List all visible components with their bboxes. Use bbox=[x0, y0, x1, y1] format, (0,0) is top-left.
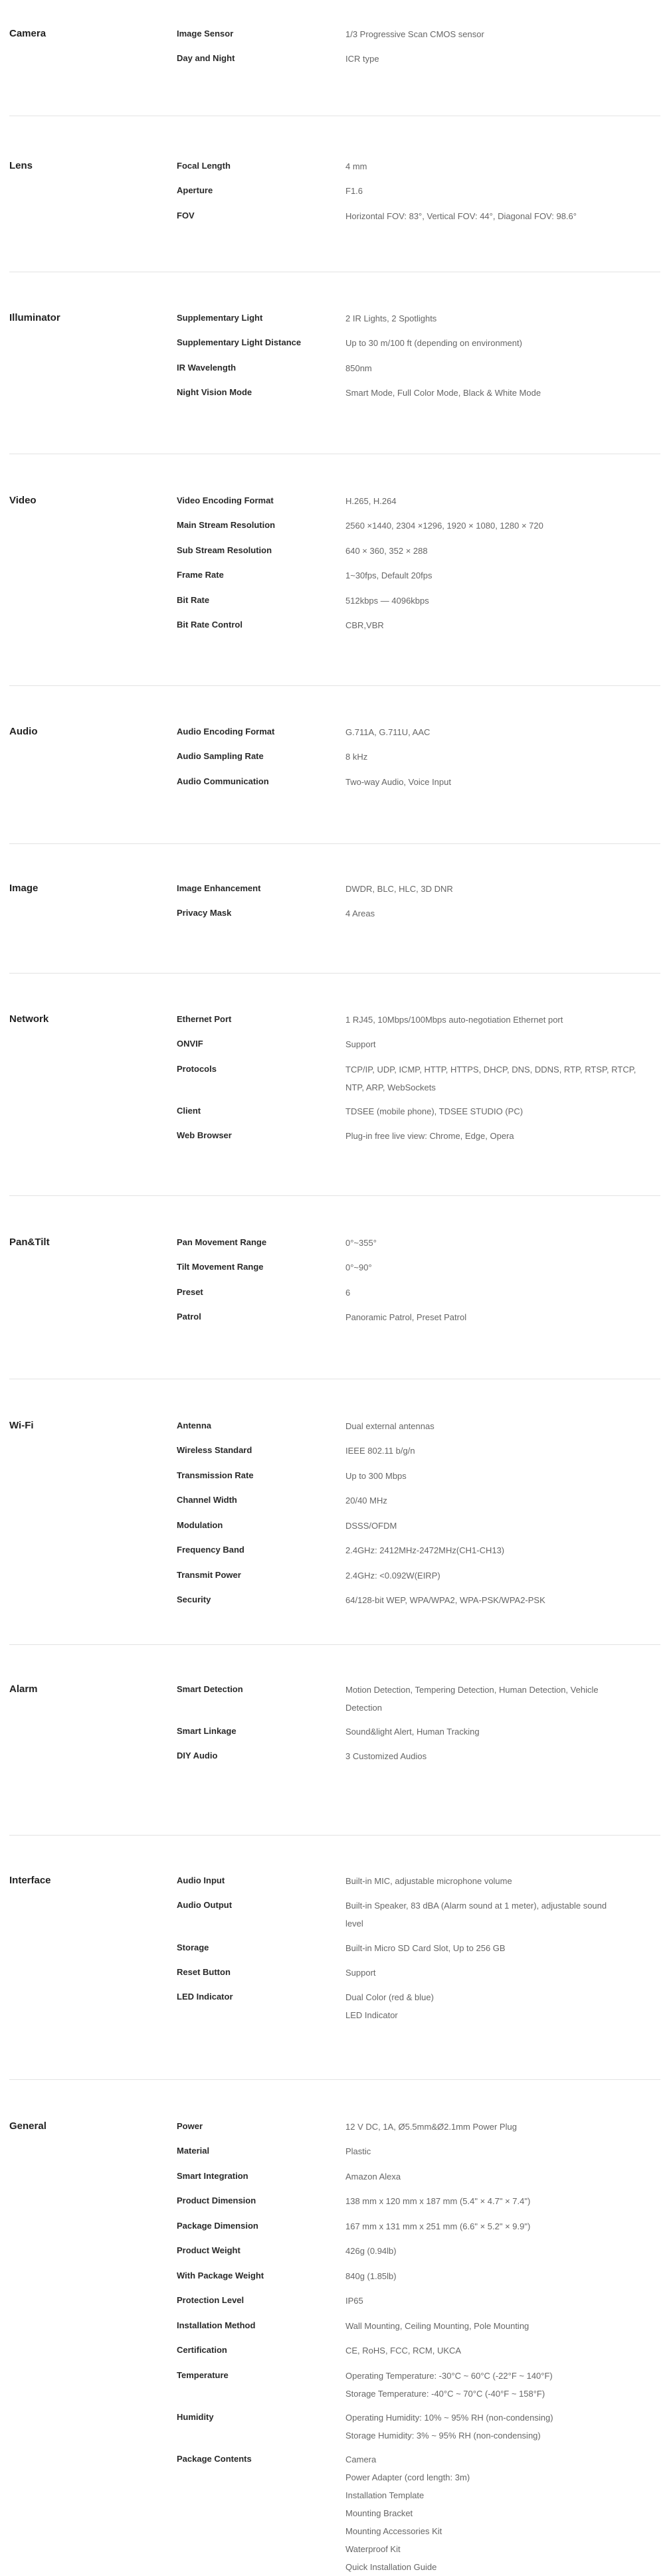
spec-value-line: NTP, ARP, WebSockets bbox=[345, 1082, 436, 1092]
spec-value-line: 20/40 MHz bbox=[345, 1496, 387, 1505]
spec-label: DIY Audio bbox=[177, 1751, 218, 1760]
spec-label: Audio Encoding Format bbox=[177, 727, 275, 736]
spec-value bbox=[345, 773, 671, 791]
spec-value bbox=[345, 2118, 671, 2136]
spec-label: Product Dimension bbox=[177, 2195, 256, 2205]
spec-value-line: Sound&light Alert, Human Tracking bbox=[345, 1727, 480, 1737]
spec-value-line: Wall Mounting, Ceiling Mounting, Pole Mounting bbox=[345, 2321, 529, 2331]
spec-label: Protection Level bbox=[177, 2295, 244, 2305]
spec-value-line: Support bbox=[345, 1968, 376, 1978]
section-title: Interface bbox=[9, 1875, 51, 1886]
spec-value bbox=[345, 2217, 671, 2235]
spec-value bbox=[345, 334, 671, 352]
spec-value bbox=[345, 2450, 671, 2576]
spec-value-line: DWDR, BLC, HLC, 3D DNR bbox=[345, 884, 453, 894]
spec-value-line: TDSEE (mobile phone), TDSEE STUDIO (PC) bbox=[345, 1106, 524, 1116]
section-title: Video bbox=[9, 495, 37, 506]
spec-value-line: Operating Humidity: 10% ~ 95% RH (non-condensing) bbox=[345, 2413, 553, 2423]
spec-value bbox=[345, 2409, 671, 2445]
section-divider bbox=[9, 973, 660, 974]
spec-label: Smart Integration bbox=[177, 2171, 248, 2181]
spec-label: Installation Method bbox=[177, 2320, 256, 2330]
spec-label: Video Encoding Format bbox=[177, 495, 274, 505]
spec-label: Bit Rate bbox=[177, 595, 210, 605]
section-title: Image bbox=[9, 883, 39, 894]
spec-label: Audio Communication bbox=[177, 776, 269, 786]
spec-label: Protocols bbox=[177, 1064, 217, 1074]
spec-value-line: LED Indicator bbox=[345, 2010, 398, 2020]
spec-value-line: CE, RoHS, FCC, RCM, UKCA bbox=[345, 2346, 462, 2356]
spec-value-line: Up to 30 m/100 ft (depending on environment) bbox=[345, 338, 522, 348]
spec-value bbox=[345, 384, 671, 402]
spec-value bbox=[345, 2367, 671, 2403]
spec-value-line: Amazon Alexa bbox=[345, 2172, 401, 2182]
spec-label: Focal Length bbox=[177, 161, 231, 171]
spec-value bbox=[345, 1234, 671, 1252]
spec-value-line: Smart Mode, Full Color Mode, Black & White Mode bbox=[345, 388, 541, 398]
spec-value bbox=[345, 2242, 671, 2260]
section-title: Wi-Fi bbox=[9, 1420, 34, 1431]
spec-value-line: 4 Areas bbox=[345, 908, 375, 918]
spec-label: Power bbox=[177, 2121, 203, 2131]
section-divider bbox=[9, 1195, 660, 1196]
spec-value-line: Built-in Speaker, 83 dBA (Alarm sound at 1 meter), adjustable sound bbox=[345, 1901, 607, 1911]
spec-value bbox=[345, 2168, 671, 2186]
spec-label: Smart Linkage bbox=[177, 1726, 237, 1736]
spec-value-line: Up to 300 Mbps bbox=[345, 1471, 407, 1481]
spec-value bbox=[345, 1723, 671, 1741]
spec-value bbox=[345, 157, 671, 175]
spec-value-line: 2.4GHz: <0.092W(EIRP) bbox=[345, 1571, 440, 1581]
spec-value-line: 850nm bbox=[345, 363, 372, 373]
spec-value bbox=[345, 2142, 671, 2160]
spec-value bbox=[345, 1939, 671, 1957]
section-divider bbox=[9, 1644, 660, 1645]
section-title: Audio bbox=[9, 726, 38, 737]
spec-label: Transmission Rate bbox=[177, 1470, 254, 1480]
spec-label: Certification bbox=[177, 2345, 227, 2355]
spec-value bbox=[345, 207, 671, 225]
spec-value-line: IP65 bbox=[345, 2296, 363, 2306]
spec-label: Audio Input bbox=[177, 1875, 225, 1885]
spec-value-line: G.711A, G.711U, AAC bbox=[345, 727, 431, 737]
spec-value-line: Waterproof Kit bbox=[345, 2544, 401, 2554]
spec-value-line: Motion Detection, Tempering Detection, Human Detection, Vehicle bbox=[345, 1685, 599, 1695]
section-divider bbox=[9, 1835, 660, 1836]
spec-value-line: Plastic bbox=[345, 2146, 371, 2156]
spec-label: Main Stream Resolution bbox=[177, 520, 276, 530]
spec-value bbox=[345, 2292, 671, 2310]
spec-value-line: 426g (0.94lb) bbox=[345, 2246, 397, 2256]
spec-label: Smart Detection bbox=[177, 1684, 243, 1694]
section-title: Camera bbox=[9, 28, 47, 39]
spec-value-line: 2.4GHz: 2412MHz-2472MHz(CH1-CH13) bbox=[345, 1545, 505, 1555]
section-title: Network bbox=[9, 1013, 49, 1025]
spec-label: Audio Output bbox=[177, 1900, 233, 1910]
spec-label: Preset bbox=[177, 1287, 203, 1297]
spec-label: Day and Night bbox=[177, 53, 235, 63]
spec-value bbox=[345, 1102, 671, 1120]
spec-value bbox=[345, 359, 671, 377]
spec-label: Antenna bbox=[177, 1420, 211, 1430]
spec-value bbox=[345, 1964, 671, 1982]
spec-value-line: Operating Temperature: -30°C ~ 60°C (-22°F ~ 140°F) bbox=[345, 2371, 553, 2381]
section-title: Pan&Tilt bbox=[9, 1237, 50, 1248]
section-title: General bbox=[9, 2120, 47, 2132]
spec-value bbox=[345, 723, 671, 741]
spec-label: Temperature bbox=[177, 2370, 229, 2380]
spec-value bbox=[345, 1061, 671, 1096]
section-title: Alarm bbox=[9, 1683, 38, 1695]
spec-value bbox=[345, 492, 671, 510]
spec-value-line: CBR,VBR bbox=[345, 620, 384, 630]
spec-label: Image Sensor bbox=[177, 29, 234, 39]
spec-label: LED Indicator bbox=[177, 1992, 233, 2002]
spec-label: ONVIF bbox=[177, 1039, 203, 1049]
spec-value bbox=[345, 1681, 671, 1717]
spec-value bbox=[345, 2317, 671, 2335]
spec-value bbox=[345, 25, 671, 43]
spec-value bbox=[345, 1127, 671, 1145]
spec-value-line: 0°~90° bbox=[345, 1262, 372, 1272]
spec-value bbox=[345, 1567, 671, 1585]
spec-value-line: 0°~355° bbox=[345, 1238, 377, 1248]
spec-label: Frame Rate bbox=[177, 570, 224, 580]
spec-label: FOV bbox=[177, 211, 195, 220]
spec-label: Security bbox=[177, 1594, 211, 1604]
spec-value-line: Mounting Bracket bbox=[345, 2508, 413, 2518]
spec-label: Audio Sampling Rate bbox=[177, 751, 264, 761]
spec-value bbox=[345, 1442, 671, 1460]
spec-label: Wireless Standard bbox=[177, 1445, 252, 1455]
spec-label: Supplementary Light bbox=[177, 313, 263, 323]
spec-label: Tilt Movement Range bbox=[177, 1262, 264, 1272]
spec-value bbox=[345, 566, 671, 584]
spec-value bbox=[345, 50, 671, 68]
spec-value-line: Detection bbox=[345, 1703, 382, 1713]
spec-value bbox=[345, 1872, 671, 1890]
spec-value-line: Storage Humidity: 3% ~ 95% RH (non-condensing) bbox=[345, 2431, 541, 2441]
spec-value bbox=[345, 1897, 671, 1932]
spec-label: Patrol bbox=[177, 1312, 201, 1322]
spec-label: Ethernet Port bbox=[177, 1014, 232, 1024]
spec-value-line: F1.6 bbox=[345, 186, 363, 196]
spec-value bbox=[345, 1258, 671, 1276]
spec-value-line: Power Adapter (cord length: 3m) bbox=[345, 2472, 470, 2482]
spec-label: Reset Button bbox=[177, 1967, 231, 1977]
spec-value bbox=[345, 1284, 671, 1302]
spec-label: Pan Movement Range bbox=[177, 1237, 267, 1247]
spec-value-line: Storage Temperature: -40°C ~ 70°C (-40°F ~ 158°F) bbox=[345, 2389, 545, 2399]
spec-value-line: 6 bbox=[345, 1288, 351, 1298]
section-title: Lens bbox=[9, 160, 33, 171]
spec-label: With Package Weight bbox=[177, 2271, 264, 2280]
spec-value bbox=[345, 748, 671, 766]
section-title: Illuminator bbox=[9, 312, 60, 323]
spec-label: Web Browser bbox=[177, 1130, 232, 1140]
spec-value-line: Dual external antennas bbox=[345, 1421, 434, 1431]
spec-value-line: 1~30fps, Default 20fps bbox=[345, 570, 432, 580]
spec-value-line: Camera bbox=[345, 2454, 377, 2464]
spec-value-line: 12 V DC, 1A, Ø5.5mm&Ø2.1mm Power Plug bbox=[345, 2122, 517, 2132]
spec-value-line: ICR type bbox=[345, 54, 379, 64]
spec-label: Package Contents bbox=[177, 2454, 252, 2464]
spec-value bbox=[345, 2267, 671, 2285]
spec-label: Material bbox=[177, 2146, 210, 2156]
spec-value bbox=[345, 1011, 671, 1029]
spec-value bbox=[345, 592, 671, 610]
spec-value-line: DSSS/OFDM bbox=[345, 1521, 397, 1531]
spec-value bbox=[345, 517, 671, 535]
spec-value-line: Installation Template bbox=[345, 2490, 425, 2500]
section-divider bbox=[9, 2079, 660, 2080]
spec-value-line: Quick Installation Guide bbox=[345, 2562, 437, 2572]
spec-value-line: 1 RJ45, 10Mbps/100Mbps auto-negotiation Ethernet port bbox=[345, 1015, 563, 1025]
spec-value bbox=[345, 880, 671, 898]
spec-label: Privacy Mask bbox=[177, 908, 232, 918]
spec-label: Transmit Power bbox=[177, 1570, 241, 1580]
spec-label: Client bbox=[177, 1106, 201, 1116]
spec-value-line: Built-in MIC, adjustable microphone volume bbox=[345, 1876, 512, 1886]
spec-label: Supplementary Light Distance bbox=[177, 337, 302, 347]
spec-label: Package Dimension bbox=[177, 2221, 258, 2231]
spec-value-line: 512kbps — 4096kbps bbox=[345, 596, 429, 606]
spec-value bbox=[345, 2192, 671, 2210]
spec-value bbox=[345, 1035, 671, 1053]
spec-value-line: 1/3 Progressive Scan CMOS sensor bbox=[345, 29, 484, 39]
spec-label: Aperture bbox=[177, 185, 213, 195]
spec-value-line: 2 IR Lights, 2 Spotlights bbox=[345, 313, 437, 323]
spec-value-line: TCP/IP, UDP, ICMP, HTTP, HTTPS, DHCP, DNS, DDNS, RTP, RTSP, RTCP, bbox=[345, 1065, 636, 1074]
spec-label: Image Enhancement bbox=[177, 883, 261, 893]
spec-value bbox=[345, 904, 671, 922]
spec-value-line: 3 Customized Audios bbox=[345, 1751, 427, 1761]
spec-value bbox=[345, 1492, 671, 1509]
spec-value bbox=[345, 1541, 671, 1559]
spec-value bbox=[345, 1467, 671, 1485]
spec-value bbox=[345, 542, 671, 560]
spec-value-line: IEEE 802.11 b/g/n bbox=[345, 1446, 415, 1456]
spec-value bbox=[345, 1988, 671, 2024]
spec-value bbox=[345, 2342, 671, 2360]
spec-value bbox=[345, 309, 671, 327]
spec-label: Sub Stream Resolution bbox=[177, 545, 272, 555]
spec-value-line: 4 mm bbox=[345, 161, 367, 171]
spec-value bbox=[345, 182, 671, 200]
spec-value bbox=[345, 616, 671, 634]
spec-value-line: Built-in Micro SD Card Slot, Up to 256 GB bbox=[345, 1943, 506, 1953]
spec-value-line: Mounting Accessories Kit bbox=[345, 2526, 442, 2536]
spec-value-line: H.265, H.264 bbox=[345, 496, 397, 506]
spec-value-line: 640 × 360, 352 × 288 bbox=[345, 546, 428, 556]
spec-label: Modulation bbox=[177, 1520, 223, 1530]
spec-value-line: Plug-in free live view: Chrome, Edge, Opera bbox=[345, 1131, 514, 1141]
spec-value bbox=[345, 1417, 671, 1435]
spec-value bbox=[345, 1517, 671, 1535]
spec-label: Channel Width bbox=[177, 1495, 237, 1505]
spec-label: Bit Rate Control bbox=[177, 620, 242, 630]
spec-value bbox=[345, 1308, 671, 1326]
spec-value-line: Panoramic Patrol, Preset Patrol bbox=[345, 1312, 467, 1322]
spec-value-line: 2560 ×1440, 2304 ×1296, 1920 × 1080, 1280 × 720 bbox=[345, 521, 543, 531]
section-divider bbox=[9, 685, 660, 686]
spec-value-line: 840g (1.85lb) bbox=[345, 2271, 397, 2281]
spec-label: Night Vision Mode bbox=[177, 387, 252, 397]
spec-value-line: Two-way Audio, Voice Input bbox=[345, 777, 451, 787]
spec-label: Humidity bbox=[177, 2412, 214, 2422]
spec-value-line: 8 kHz bbox=[345, 752, 368, 762]
spec-label: Storage bbox=[177, 1942, 209, 1952]
spec-value-line: level bbox=[345, 1919, 363, 1929]
spec-label: IR Wavelength bbox=[177, 363, 237, 373]
spec-value-line: 138 mm x 120 mm x 187 mm (5.4" × 4.7" × 7.4") bbox=[345, 2196, 531, 2206]
spec-label: Frequency Band bbox=[177, 1545, 244, 1555]
spec-value bbox=[345, 1591, 671, 1609]
spec-value bbox=[345, 1747, 671, 1765]
spec-value-line: 167 mm x 131 mm x 251 mm (6.6" × 5.2" × 9.9") bbox=[345, 2221, 531, 2231]
spec-value-line: Dual Color (red & blue) bbox=[345, 1992, 434, 2002]
spec-value-line: Horizontal FOV: 83°, Vertical FOV: 44°, Diagonal FOV: 98.6° bbox=[345, 211, 577, 221]
section-divider bbox=[9, 843, 660, 844]
spec-value-line: Support bbox=[345, 1039, 376, 1049]
spec-value-line: 64/128-bit WEP, WPA/WPA2, WPA-PSK/WPA2-PSK bbox=[345, 1595, 545, 1605]
spec-label: Product Weight bbox=[177, 2245, 240, 2255]
